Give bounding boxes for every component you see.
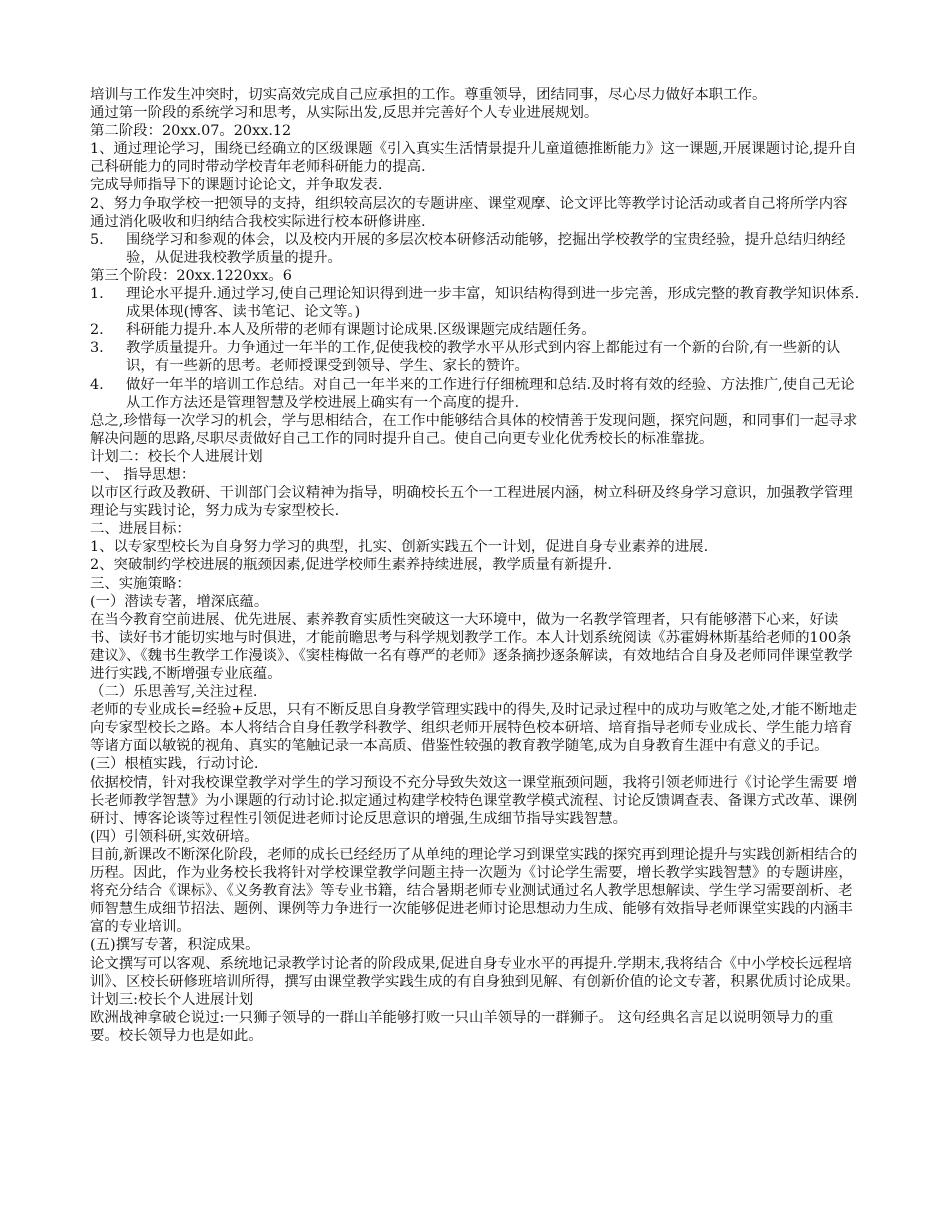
numbered-item [90,285,860,321]
paragraph: 老师的专业成长=经验+反思，只有不断反思自身教学管理实践中的得失,及时记录过程中的成功与败笔之处,才能不断地走向专家型校长之路。本人将结合自身任教学科教学、组织老师开展特色校本研培、培育指导老师专业成长、学生能力培育等诸方面以敏锐的视角、真实的笔触记录一本高质、借鉴性较强的教育教学随笔,成为自身教育生涯中有意义的手记。 [90,702,858,755]
paragraph: 以市区行政及教研、干训部门会议精神为指导，明确校长五个一工程进展内涵，树立科研及终身学习意识，加强教学管理理论与实践讨论，努力成为专家型校长. [90,485,853,520]
paragraph: 2、突破制约学校进展的瓶颈因素,促进学校师生素养持续进展，教学质量有新提升. [90,557,612,574]
paragraph: 在当今教育空前进展、优先进展、素养教育实质性突破这一大环境中，做为一名教学管理者，只有能够潜下心来，好读书、读好书才能切实地与时俱进，才能前瞻思考与科学规划教学工作。本人计划系统阅读《苏霍姆林斯基给老师的100条建议》、《魏书生教学工作漫谈》、《窦桂梅做一名有尊严的老师》逐条摘抄逐条解读，有效地结合自身及老师同伴课堂教学进行实践,不断增强专业底蕴。 [90,611,853,682]
paragraph: (三）根植实践，行动讨论. [90,756,259,773]
document-body [90,86,860,1045]
item-text: 科研能力提升.本人及所带的老师有课题讨论成果.区级课题完成结题任务。 [126,322,596,339]
paragraph: 目前,新课改不断深化阶段，老师的成长已经经历了从单纯的理论学习到课堂实践的探究再到理论提升与实践创新相结合的历程。因此，作为业务校长我将针对学校课堂教学问题主持一次题为《讨论学生需要，增长教学实践智慧》的专题讲座，将充分结合《课标》、《义务教育法》等专业书籍，结合暑期老师专业测试通过名人教学思想解读、学生学习需要剖析、老师智慧生成细节招法、题例、课例等力争进行一次能够促进老师讨论思想动力生成、能够有效指导老师课堂实践的内涵丰富的专业培训。 [90,846,858,936]
numbered-item [90,376,860,412]
paragraph: 论文撰写可以客观、系统地记录教学讨论者的阶段成果,促进自身专业水平的再提升.学期末,我将结合《中小学校长远程培训》、区校长研修班培训所得，撰写由课堂教学实践生成的有自身独到见解、有创新价值的论文专著，积累优质讨论成果。 [90,955,860,990]
item-number: 5. [90,231,104,248]
item-text: 做好一年半的培训工作总结。对自己一年半来的工作进行仔细梳理和总结.及时将有效的经验、方法推广,使自己无论从工作方法还是管理智慧及学校进展上确实有一个高度的提升. [126,376,855,411]
numbered-item [90,339,860,375]
paragraph: (五)撰写专著，积淀成果。 [90,937,260,954]
paragraph: (一）潜读专著，增深底蕴。 [90,593,269,610]
paragraph: 三、实施策略： [90,575,191,592]
paragraph: 二、进展目标： [90,521,191,538]
item-number: 2. [90,322,104,339]
item-text: 理论水平提升.通过学习,使自己理论知识得到进一步丰富，知识结构得到进一步完善，形成完整的教育教学知识体系.成果体现(博客、读书笔记、论文等。) [126,286,860,321]
item-text: 围绕学习和参观的体会，以及校内开展的多层次校本研修活动能够，挖掘出学校教学的宝贵经验，提升总结归纳经验，从促进我校教学质量的提升。 [126,231,846,266]
numbered-item [90,321,860,339]
item-number: 3. [90,340,104,357]
paragraph: 总之,珍惜每一次学习的机会，学与思相结合，在工作中能够结合具体的校情善于发现问题，探究问题，和同事们一起寻求解决问题的思路,尽职尽责做好自己工作的同时提升自己。使自己向更专业化优秀校长的标准靠拢。 [90,412,858,447]
paragraph: 培训与工作发生冲突时，切实高效完成自己应承担的工作。尊重领导，团结同事，尽心尽力做好本职工作。 [90,87,767,103]
paragraph: 通过第一阶段的系统学习和思考，从实际出发,反思并完善好个人专业进展规划。 [90,105,599,122]
item-text: 教学质量提升。力争通过一年半的工作,促使我校的教学水平从形式到内容上都能过有一个新的台阶,有一些新的认识，有一些新的思考。老师授课受到领导、学生、家长的赞许。 [126,340,841,375]
paragraph: 依据校情，针对我校课堂教学对学生的学习预设不充分导致失效这一课堂瓶颈问题，我将引领老师进行《讨论学生需要 增长老师教学智慧》为小课题的行动讨论.拟定通过构建学校特色课堂教学模式流程、讨论反馈调查表、备课方式改革、课例研讨、博客论谈等过程性引领促进老师讨论反思意识的增强,生成细节指导实践智慧。 [90,774,858,827]
paragraph: 1、通过理论学习，围绕已经确立的区级课题《引入真实生活情景提升儿童道德推断能力》这一课题,开展课题讨论,提升自己科研能力的同时带动学校青年老师科研能力的提高. [90,141,857,176]
paragraph: 一、 指导思想： [90,466,196,483]
paragraph: 1、以专家型校长为自身努力学习的典型，扎实、创新实践五个一计划，促进自身专业素养的进展. [90,539,709,556]
paragraph: （二）乐思善写,关注过程. [90,684,258,701]
paragraph: 计划三:校长个人进展计划 [90,991,254,1008]
paragraph: 2、努力争取学校一把领导的支持，组织较高层次的专题讲座、课堂观摩、论文评比等教学讨论活动或者自己将所学内容通过消化吸收和归纳结合我校实际进行校本研修讲座. [90,195,848,230]
item-number: 4. [90,376,104,393]
paragraph: 计划二：校长个人进展计划 [90,448,263,465]
paragraph: 第三个阶段：20xx.1220xx。6 [90,267,292,284]
numbered-item [90,231,860,267]
paragraph: 完成导师指导下的课题讨论论文，并争取发表. [90,177,383,194]
item-number: 1. [90,286,104,303]
paragraph: 第二阶段：20xx.07。20xx.12 [90,123,292,140]
paragraph: (四）引领科研,实效研培。 [90,828,259,845]
paragraph: 欧洲战神拿破仑说过:一只狮子领导的一群山羊能够打败一只山羊领导的一群狮子。 这句经典名言足以说明领导力的重要。校长领导力也是如此。 [90,1009,834,1044]
